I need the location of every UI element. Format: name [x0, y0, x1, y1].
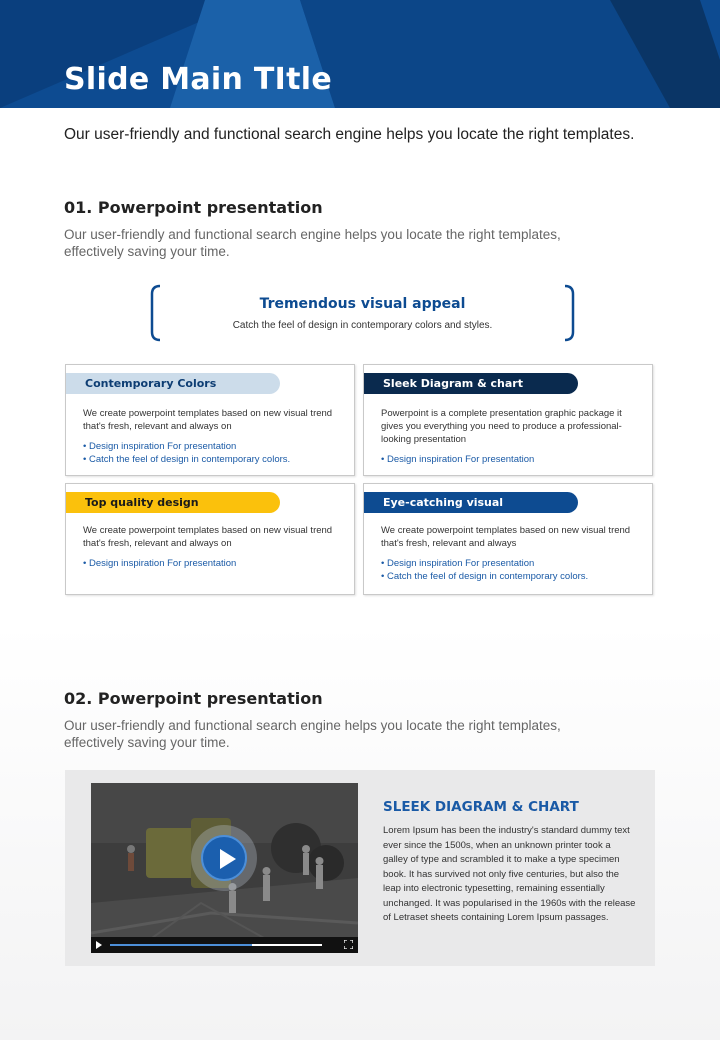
- fullscreen-icon[interactable]: [344, 940, 353, 949]
- video-player[interactable]: [91, 783, 358, 953]
- bracket-shapes: [150, 284, 575, 344]
- section2-description: Our user-friendly and functional search engine helps you locate the right templates, effectively saving your time.: [64, 718, 561, 750]
- card-top-quality-design: [65, 483, 355, 595]
- card-text: Powerpoint is a complete presentation graphic package it gives you everything you need to produce a professional-looking presentation: [381, 408, 622, 445]
- card-body: [381, 407, 631, 466]
- card-label: Contemporary Colors: [66, 373, 280, 394]
- highlight-box: [150, 284, 575, 344]
- card-text: We create powerpoint templates based on new visual trend that's fresh, relevant and always: [381, 525, 631, 549]
- card-eye-catching-visual: [363, 483, 653, 595]
- video-controls: [91, 937, 358, 953]
- card-body: [83, 524, 333, 570]
- highlight-title: Tremendous visual appeal: [259, 296, 466, 312]
- section1-title: 01. Powerpoint presentation: [64, 198, 323, 217]
- card-bullets: [83, 440, 333, 466]
- card-sleek-diagram: [363, 364, 653, 476]
- card-body: [83, 407, 333, 466]
- control-play-icon[interactable]: [96, 941, 102, 949]
- card-body: [381, 524, 631, 583]
- card-bullet: • Design inspiration For presentation: [83, 557, 333, 570]
- section2-panel: [65, 770, 655, 966]
- card-bullet: • Design inspiration For presentation: [381, 453, 631, 466]
- card-bullets: [381, 453, 631, 466]
- card-label: Top quality design: [66, 492, 280, 513]
- card-bullets: [381, 557, 631, 583]
- panel-title: SLEEK DIAGRAM & CHART: [383, 799, 579, 815]
- card-contemporary-colors: [65, 364, 355, 476]
- play-icon: [220, 849, 236, 869]
- card-label: Eye-catching visual: [364, 492, 578, 513]
- highlight-subtitle: Catch the feel of design in contemporary colors and styles.: [232, 320, 493, 331]
- panel-text: Lorem Ipsum has been the industry's standard dummy text ever since the 1500s, when an unknown printer took a galley of type and scrambled it to make a type specimen book. It has survived not only five centuries, but also the leap into electronic typesetting, remaining essentially unchanged. It was popularised in the 1960s with the release of Letraset sheets containing Lorem Ipsum passages.: [383, 825, 636, 923]
- card-bullet: • Design inspiration For presentation: [83, 440, 333, 453]
- header-banner: [0, 0, 720, 108]
- card-bullet: • Catch the feel of design in contemporary colors.: [83, 453, 333, 466]
- page-title: Slide Main TItle: [64, 62, 333, 97]
- play-button[interactable]: [191, 825, 257, 891]
- progress-bar[interactable]: [110, 944, 322, 946]
- card-bullets: [83, 557, 333, 570]
- card-text: We create powerpoint templates based on new visual trend that's fresh, relevant and always on: [83, 408, 333, 432]
- page-subtitle: Our user-friendly and functional search engine helps you locate the right templates.: [64, 126, 635, 143]
- card-text: We create powerpoint templates based on new visual trend that's fresh, relevant and always on: [83, 525, 333, 549]
- card-bullet: • Design inspiration For presentation: [381, 557, 631, 570]
- progress-fill: [110, 944, 252, 946]
- card-bullet: • Catch the feel of design in contemporary colors.: [381, 570, 631, 583]
- play-button-circle: [201, 835, 247, 881]
- section1-description: Our user-friendly and functional search engine helps you locate the right templates, effectively saving your time.: [64, 227, 561, 259]
- card-label: Sleek Diagram & chart: [364, 373, 578, 394]
- section2-title: 02. Powerpoint presentation: [64, 689, 323, 708]
